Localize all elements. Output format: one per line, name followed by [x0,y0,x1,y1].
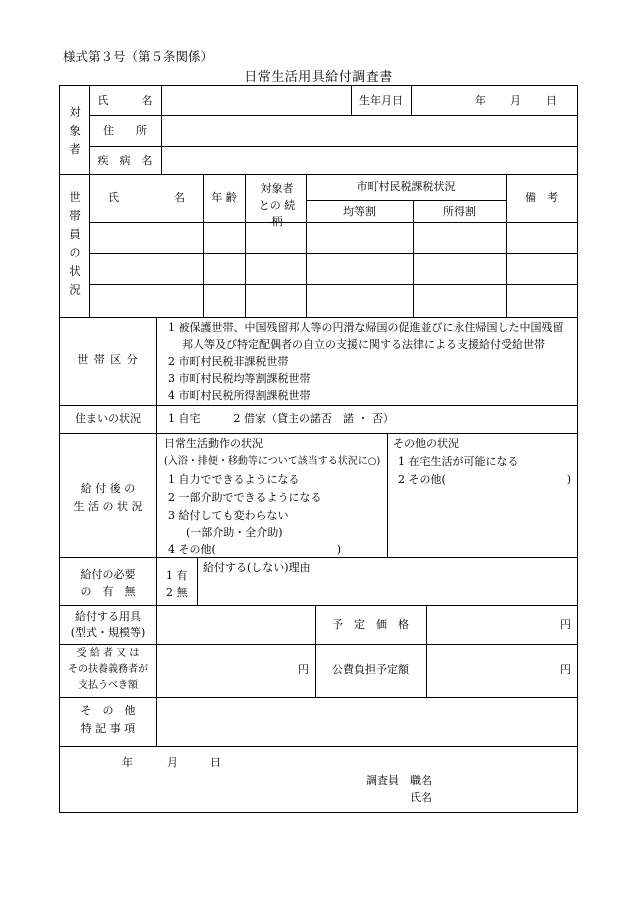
name-value[interactable] [166,95,346,109]
household-member-notes[interactable] [510,262,573,276]
category-item-3: 3 市町村民税均等割課税世帯 [168,372,311,385]
rule [245,174,246,317]
household-section-label: 世帯員の状況 [68,191,82,302]
reason-value[interactable] [203,579,563,593]
household-member-tax-income[interactable] [417,262,502,276]
household-member-age[interactable] [207,293,241,307]
necessity-label-2: の 有 無 [80,585,136,598]
daily-option-2: 2 一部介助でできるようになる [168,491,322,504]
rule [60,697,577,698]
scheduled-price-label: 予 定 価 格 [332,618,409,631]
household-member-tax-equal[interactable] [310,262,409,276]
household-member-name[interactable] [93,293,199,307]
document-title: 日常生活用具給付調査書 [244,70,393,85]
investigator-name-label: 氏名 [410,791,432,804]
rule [60,174,577,175]
rule [60,433,577,434]
household-member-name[interactable] [93,231,199,245]
birth-month-label: 月 [510,94,521,107]
household-col-notes: 備 考 [525,191,558,204]
birth-date-label: 生年月日 [359,94,403,107]
rule [60,405,577,406]
rule [60,605,577,606]
household-member-name[interactable] [93,262,199,276]
category-item-2: 2 市町村民税非課税世帯 [168,355,289,368]
necessity-label: 給付の必要 [80,568,136,581]
scheduled-price-unit: 円 [560,618,571,631]
rule [411,86,412,115]
equipment-label: 給付する用具 [75,610,141,623]
housing-label: 住まいの状況 [75,412,141,425]
payment-label-2: その扶養義務者が [68,664,148,675]
subject-section-label: 対象者 [68,106,82,162]
household-member-relation[interactable] [249,262,302,276]
address-value[interactable] [166,125,566,139]
household-member-tax-income[interactable] [417,231,502,245]
remarks-value[interactable] [162,713,567,727]
other-status-title: その他の状況 [393,437,459,450]
investigator-title-label: 職名 [410,774,432,787]
rule [60,317,577,318]
date-month-label: 月 [167,756,178,769]
date-year-label: 年 [122,756,133,769]
category-item-4: 4 市町村民税所得割課税世帯 [168,389,311,402]
rule [156,557,157,605]
payment-unit: 円 [298,663,309,676]
rule [89,222,577,223]
daily-option-1: 1 自力でできるようになる [168,473,300,486]
public-burden-unit: 円 [560,663,571,676]
public-burden-label: 公費負担予定額 [332,663,409,676]
household-member-notes[interactable] [510,293,573,307]
rule [306,174,307,317]
rule [89,115,577,116]
disease-label: 疾 病 名 [97,154,153,167]
reason-label: 給付する(しない)理由 [203,561,311,574]
household-col-tax-equal: 均等割 [343,205,376,218]
daily-option-3-sub: (一部介助・全介助) [186,526,283,539]
daily-activity-note: (入浴・排便・移動等について該当する状況に○) [164,456,381,467]
category-item-1: 1 被保護世帯、中国残留邦人等の円滑な帰国の促進並びに永住帰国した中国残留 [168,321,564,334]
household-member-tax-equal[interactable] [310,293,409,307]
household-col-name: 氏 名 [108,191,185,204]
disease-value[interactable] [166,155,566,169]
payment-label-3: 支払うべき額 [78,680,138,691]
remarks-label: そ の 他 [80,704,136,717]
rule [89,253,577,254]
rule [89,284,577,285]
household-member-notes[interactable] [510,231,573,245]
address-label: 住 所 [103,124,147,137]
birth-day-label: 日 [546,94,557,107]
household-col-tax-income: 所得割 [443,205,476,218]
rule [161,86,162,174]
rule [60,746,577,747]
post-life-label-2: 生 活 の 状 況 [73,500,143,513]
household-member-relation[interactable] [249,293,302,307]
equipment-value[interactable] [162,619,308,633]
necessity-no[interactable]: 2 無 [166,586,188,599]
household-col-tax: 市町村民税課税状況 [356,180,456,193]
rule [197,557,198,605]
household-member-age[interactable] [207,231,241,245]
remarks-label-2: 特 記 事 項 [80,722,136,735]
rule [60,644,577,645]
category-label: 世 帯 区 分 [77,353,139,366]
rule [387,433,388,557]
form-number-label: 様式第３号（第５条関係） [63,49,214,64]
rule [89,86,90,317]
household-member-relation[interactable] [249,231,302,245]
necessity-yes[interactable]: 1 有 [166,569,188,582]
rule [156,433,157,557]
survey-form-table [59,85,578,813]
investigator-label: 調査員 [366,774,399,787]
daily-activity-title: 日常生活動作の状況 [164,437,263,450]
household-member-tax-income[interactable] [417,293,502,307]
date-day-label: 日 [210,756,221,769]
rule [156,317,157,433]
household-col-relation: 対象者との 続 柄 [258,182,296,228]
housing-options: 1 自宅 2 借家（貸主の諾否 諾 ・ 否） [168,412,394,425]
category-item-1-cont: 邦人等及び特定配偶者の自立の支援に関する法律による支援給付受給世帯 [182,338,545,351]
daily-option-4: 4 その他( ) [168,543,342,556]
household-member-age[interactable] [207,262,241,276]
name-label: 氏 名 [97,94,153,107]
other-option-1: 1 在宅生活が可能になる [398,455,519,468]
rule [306,200,506,201]
household-col-age: 年 齢 [211,191,237,204]
birth-year-label: 年 [475,94,486,107]
daily-option-3: 3 給付しても変わらない [168,509,289,522]
post-life-label: 給 付 後 の [80,482,136,495]
equipment-label-2: (型式・規模等) [70,626,146,639]
rule [89,146,577,147]
household-member-tax-equal[interactable] [310,231,409,245]
other-option-2: 2 その他( ) [398,473,572,486]
rule [60,557,577,558]
payment-label: 受 給 者 又 は [76,648,140,659]
